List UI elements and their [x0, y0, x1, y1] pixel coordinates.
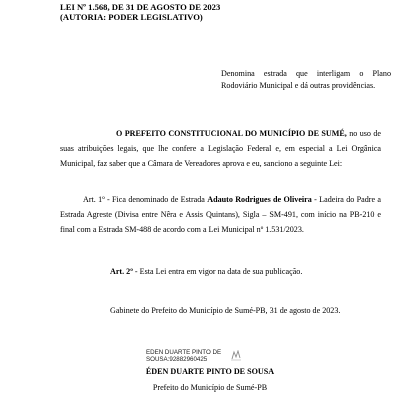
- ementa: Denomina estrada que interligam o Plano Rodoviário Municipal e dá outras providências.: [221, 69, 391, 90]
- digital-signature-line2: SOUSA:92882960425: [146, 356, 208, 363]
- law-authorship: (AUTORIA: PODER LEGISLATIVO): [60, 12, 203, 22]
- digital-signature-line1: EDEN DUARTE PINTO DE: [146, 349, 222, 356]
- signature-stamp-icon: [231, 350, 241, 361]
- preamble-paragraph: [60, 126, 381, 171]
- article-2-text: - Esta Lei entra em vigor na data de sua publicação.: [132, 267, 303, 276]
- preamble-mayor: O PREFEITO CONSTITUCIONAL DO MUNICÍPIO DE SUMÉ,: [116, 129, 347, 138]
- law-title: LEI Nº 1.568, DE 31 DE AGOSTO DE 2023: [60, 2, 221, 12]
- digital-signature: [146, 349, 240, 365]
- article-1-text: - Ladeira do Padre a Estrada Agreste (Divisa entre Nêra e Assis Quintans), Sigla – SM-491, com início na PB-210 e final com a Estrada SM-488 de acordo com a Lei Municipal nº 1.531/2023.: [60, 195, 381, 234]
- signatory-role: Prefeito do Município de Sumé-PB: [152, 383, 268, 392]
- article-2: [60, 264, 381, 279]
- article-1-prefix: Art. 1º - Fica denominado de Estrada: [83, 195, 208, 204]
- closing-line: Gabinete do Prefeito do Município de Sumé-PB, 31 de agosto de 2023.: [110, 306, 341, 315]
- article-1-road-name: Adauto Rodrigues de Oliveira: [207, 195, 312, 204]
- preamble-text: no uso de suas atribuições legais, que lhe confere a Legislação Federal e, em especial a Lei Orgânica Municipal, faz saber que a Câmara de Vereadores aprova e eu, sanciono a seguinte Lei:: [60, 129, 381, 168]
- signatory-name: ÉDEN DUARTE PINTO DE SOUSA: [145, 367, 275, 376]
- article-1: [60, 192, 381, 237]
- article-2-label: Art. 2º: [110, 267, 133, 276]
